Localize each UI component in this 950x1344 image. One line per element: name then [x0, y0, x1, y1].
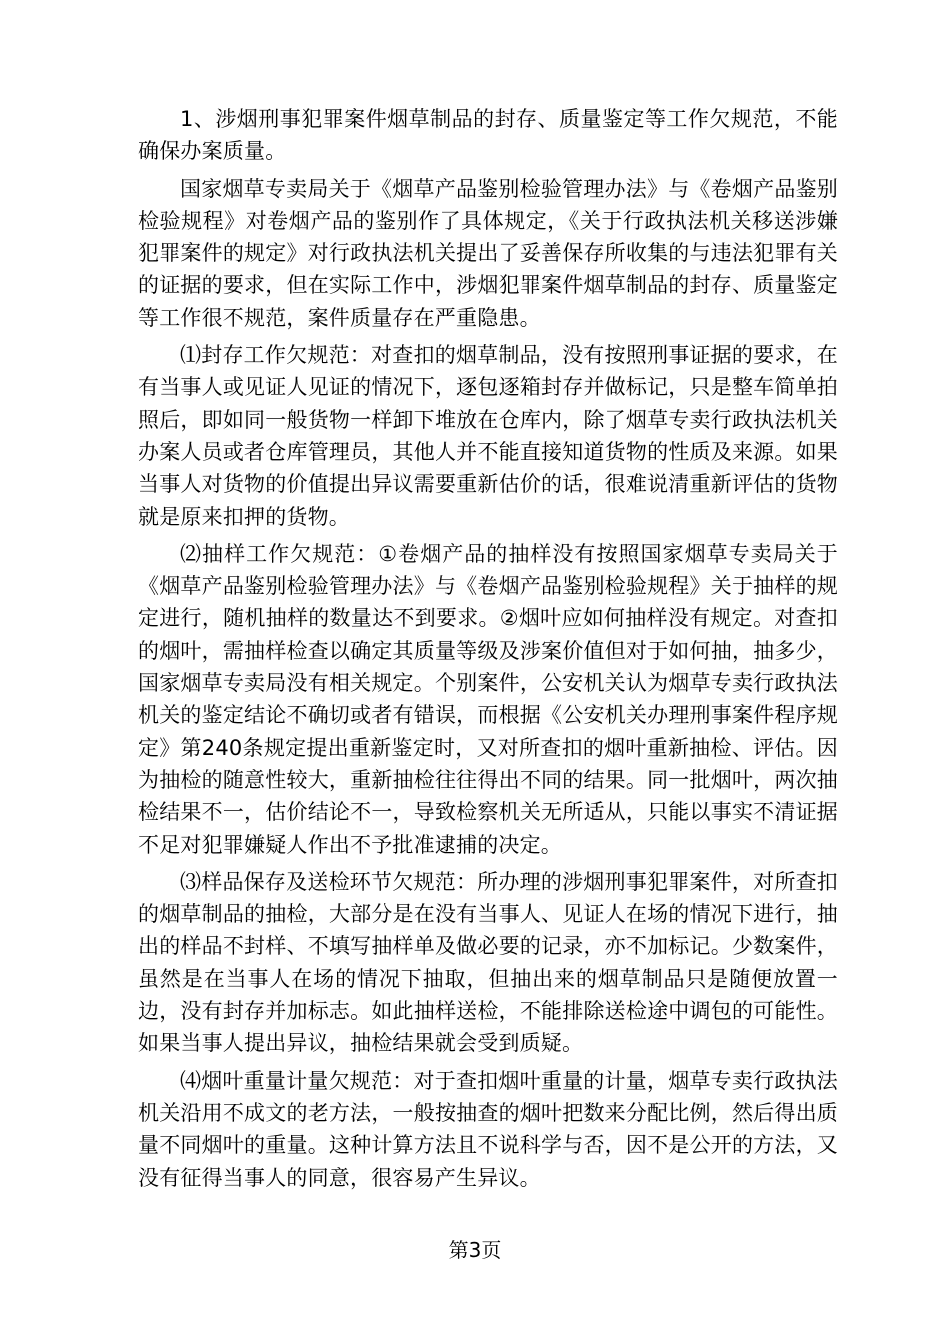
- paragraph-heading-1: 1、涉烟刑事犯罪案件烟草制品的封存、质量鉴定等工作欠规范，不能确保办案质量。: [138, 107, 838, 164]
- paragraph-sample-storage: ⑶样品保存及送检环节欠规范：所办理的涉烟刑事犯罪案件，对所查扣的烟草制品的抽检，大部分是在没有当事人、见证人在场的情况下进行，抽出的样品不封样、不填写抽样单及做必要的记录，亦不加标记。少数案件，虽然是在当事人在场的情况下抽取，但抽出来的烟草制品只是随便放置一边，没有封存并加标志。如此抽样送检，不能排除送检途中调包的可能性。如果当事人提出异议，抽检结果就会受到质疑。: [138, 869, 838, 1056]
- paragraph-sealing: ⑴封存工作欠规范：对查扣的烟草制品，没有按照刑事证据的要求，在有当事人或见证人见证的情况下，逐包逐箱封存并做标记，只是整车简单拍照后，即如同一般货物一样卸下堆放在仓库内，除了烟草专卖行政执法机关办案人员或者仓库管理员，其他人并不能直接知道货物的性质及来源。如果当事人对货物的价值提出异议需要重新估价的话，很难说清重新评估的货物就是原来扣押的货物。: [138, 343, 838, 529]
- paragraph-sampling: ⑵抽样工作欠规范：①卷烟产品的抽样没有按照国家烟草专卖局关于《烟草产品鉴别检验管理办法》与《卷烟产品鉴别检验规程》关于抽样的规定进行，随机抽样的数量达不到要求。②烟叶应如何抽样没有规定。对查扣的烟叶，需抽样检查以确定其质量等级及涉案价值但对于如何抽，抽多少，国家烟草专卖局没有相关规定。个别案件，公安机关认为烟草专卖行政执法机关的鉴定结论不确切或者有错误，而根据《公安机关办理刑事案件程序规定》第240条规定提出重新鉴定时，又对所查扣的烟叶重新抽检、评估。因为抽检的随意性较大，重新抽检往往得出不同的结果。同一批烟叶，两次抽检结果不一，估价结论不一，导致检察机关无所适从，只能以事实不清证据不足对犯罪嫌疑人作出不予批准逮捕的决定。: [138, 541, 838, 857]
- page-number: 第3页: [448, 1238, 502, 1262]
- paragraph-regulations: 国家烟草专卖局关于《烟草产品鉴别检验管理办法》与《卷烟产品鉴别检验规程》对卷烟产品的鉴别作了具体规定，《关于行政执法机关移送涉嫌犯罪案件的规定》对行政执法机关提出了妥善保存所收集的与违法犯罪有关的证据的要求，但在实际工作中，涉烟犯罪案件烟草制品的封存、质量鉴定等工作很不规范，案件质量存在严重隐患。: [138, 176, 838, 330]
- document-body: [138, 103, 838, 1199]
- paragraph-weight-measurement: ⑷烟叶重量计量欠规范：对于查扣烟叶重量的计量，烟草专卖行政执法机关沿用不成文的老方法，一般按抽查的烟叶把数来分配比例，然后得出质量不同烟叶的重量。这种计算方法且不说科学与否，因不是公开的方法，又没有征得当事人的同意，很容易产生异议。: [138, 1068, 838, 1190]
